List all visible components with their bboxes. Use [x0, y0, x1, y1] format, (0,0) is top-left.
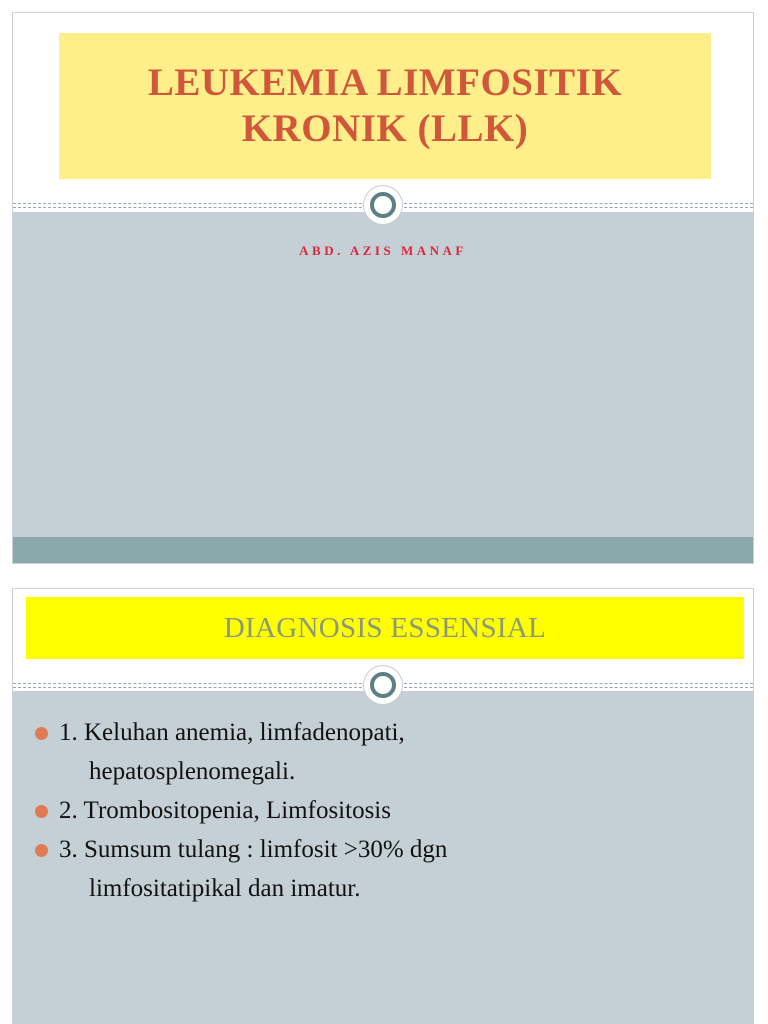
bullet-dot-icon [35, 805, 48, 818]
bullet-dot-icon [35, 727, 48, 740]
slide-1-content-area [13, 212, 753, 537]
title-line-1: LEUKEMIA LIMFOSITIK [147, 61, 623, 104]
circle-ornament-icon [364, 186, 402, 224]
circle-ring-icon [370, 192, 396, 218]
bullet-text: 2. Trombositopenia, Limfositosis [59, 797, 391, 824]
bullet-text-continued: hepatosplenomegali. [89, 758, 296, 785]
title-line-2: KRONIK (LLK) [241, 107, 529, 150]
circle-ring-icon [370, 672, 396, 698]
slide-1-title-box [59, 33, 711, 179]
bullet-text: 3. Sumsum tulang : limfosit >30% dgn [59, 836, 448, 863]
list-item [35, 713, 725, 791]
footer-bar [13, 537, 753, 564]
bullet-list [35, 713, 725, 908]
slide-1-title [148, 60, 622, 152]
list-item [35, 791, 725, 830]
circle-ornament-icon [364, 666, 402, 704]
bullet-text: 1. Keluhan anemia, limfadenopati, [59, 719, 405, 746]
author-name: ABD. AZIS MANAF [299, 243, 467, 258]
slide-2 [12, 588, 754, 1024]
list-item [35, 830, 725, 908]
bullet-dot-icon [35, 844, 48, 857]
bullet-text-continued: limfositatipikal dan imatur. [89, 875, 361, 902]
slide-1 [12, 12, 754, 564]
slide-2-title-box [26, 597, 744, 659]
slide-2-title: DIAGNOSIS ESSENSIAL [223, 611, 547, 644]
